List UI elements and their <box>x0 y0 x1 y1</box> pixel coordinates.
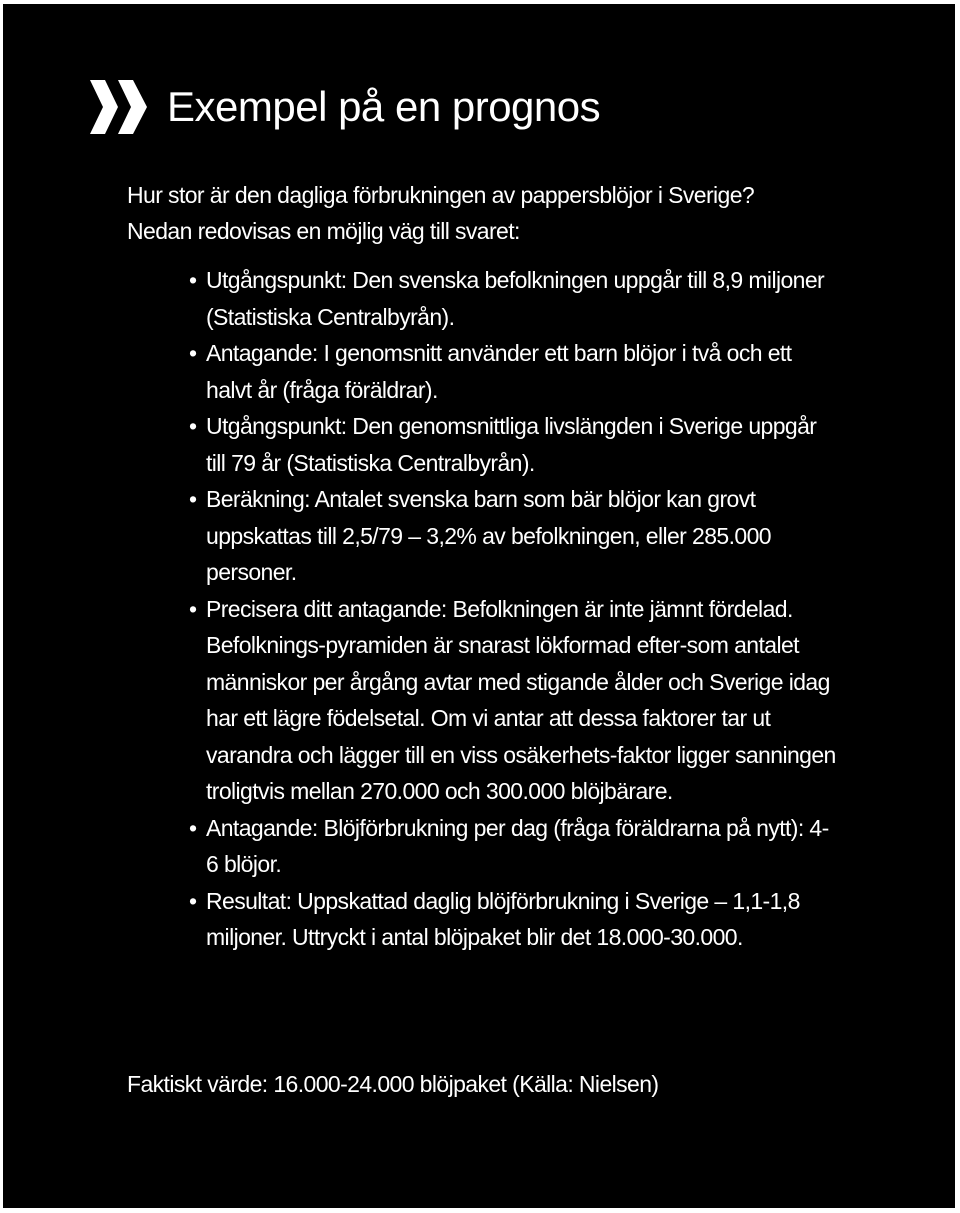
list-item-text: Utgångspunkt: Den svenska befolkningen uppgår till 8,9 miljoner (Statistiska Centralbyrån). <box>206 267 825 330</box>
double-chevron-right-icon <box>87 77 153 137</box>
bullet-marker: • <box>189 814 197 841</box>
list-item-text: Beräkning: Antalet svenska barn som bär blöjor kan grovt uppskattas till 2,5/79 – 3,2% av befolkningen, eller 285.000 personer. <box>206 486 771 585</box>
list-item <box>189 408 839 481</box>
bullet-marker: • <box>189 887 197 914</box>
footer-note: Faktiskt värde: 16.000-24.000 blöjpaket (Källa: Nielsen) <box>127 1071 659 1097</box>
list-item <box>189 262 839 335</box>
slide-title: Exempel på en prognos <box>167 83 601 130</box>
list-item <box>189 883 839 956</box>
intro-lead: Nedan redovisas en möjlig väg till svaret: <box>127 218 520 244</box>
bullet-marker: • <box>189 413 197 439</box>
bullet-list <box>189 262 839 956</box>
list-item-text: Antagande: Blöjförbrukning per dag (fråga föräldrarna på nytt): 4-6 blöjor. <box>206 814 829 877</box>
bullet-marker: • <box>189 340 197 366</box>
list-item-text: Resultat: Uppskattad daglig blöjförbrukning i Sverige – 1,1-1,8 miljoner. Uttryckt i antal blöjpaket blir det 18.000-30.000. <box>206 887 800 950</box>
slide-page <box>3 4 955 1208</box>
list-item-text: Antagande: I genomsnitt använder ett barn blöjor i två och ett halvt år (fråga föräldrar). <box>206 340 792 403</box>
bullet-marker: • <box>189 267 197 293</box>
bullet-marker: • <box>189 486 197 512</box>
bullet-marker: • <box>189 595 197 622</box>
intro-text <box>127 177 847 249</box>
list-item <box>189 810 839 883</box>
list-item-text: Precisera ditt antagande: Befolkningen är inte jämnt fördelad. Befolknings-pyramiden är snarast lökformad efter-som antalet människor per årgång avtar med stigande ålder och Sverige idag har ett lägre födelsetal. Om vi antar att dessa faktorer tar ut varandra och lägger till en viss osäkerhets-faktor ligger sanningen troligtvis mellan 270.000 och 300.000 blöjbärare. <box>206 595 836 804</box>
list-item <box>189 335 839 408</box>
intro-question: Hur stor är den dagliga förbrukningen av pappersblöjor i Sverige? <box>127 182 755 208</box>
list-item <box>189 591 839 810</box>
list-item <box>189 481 839 591</box>
slide-heading <box>87 76 600 138</box>
list-item-text: Utgångspunkt: Den genomsnittliga livslängden i Sverige uppgår till 79 år (Statistiska Centralbyrån). <box>206 413 817 476</box>
